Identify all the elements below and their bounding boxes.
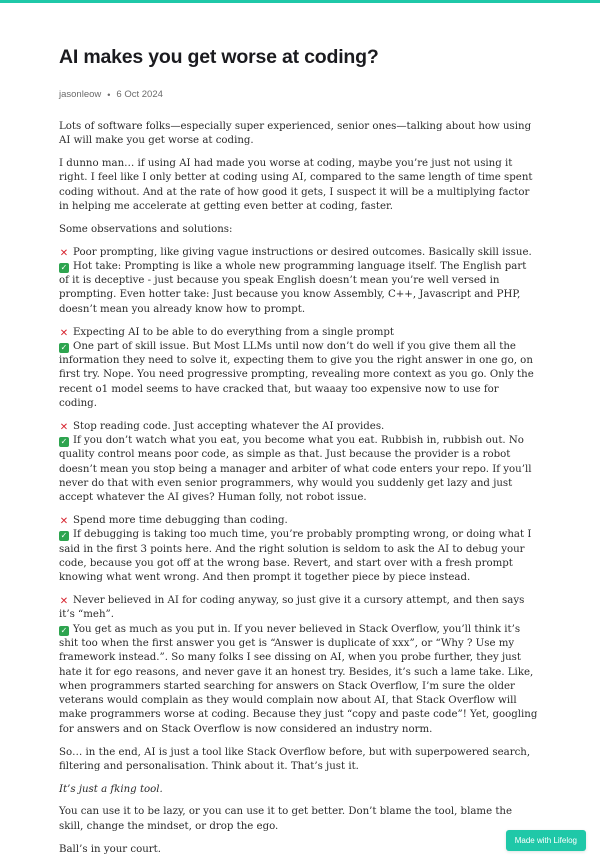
observation-item [59, 514, 539, 585]
article-meta [59, 89, 539, 100]
cross-mark-icon: ✕ [59, 327, 69, 339]
observation-solution: Hot take: Prompting is like a whole new programming language itself. The English part of it is deceptive - just because you speak English doesn’t mean you’re well versed in prompting. Even hotter take: Just because you know Assembly, C++, Javascript and PHP, doesn’t mean you already know how to prompt. [59, 260, 527, 315]
observation-solution: One part of skill issue. But Most LLMs until now don’t do well if you give them all the information they need to solve it, expecting them to give you the right answer in one go, on first try. Nope. You need progressive prompting, revealing more context as you go. Only the recent o1 model seems to have cracked that, but waaay too expensive now to use for coding. [59, 340, 534, 410]
observation-item [59, 594, 539, 737]
article [59, 46, 539, 865]
cross-mark-icon: ✕ [59, 596, 69, 608]
publish-date: 6 Oct 2024 [116, 89, 163, 100]
check-mark-icon: ✓ [60, 262, 68, 272]
check-mark-icon: ✓ [60, 437, 68, 447]
observation-problem: Spend more time debugging than coding. [73, 515, 288, 527]
cross-mark-icon: ✕ [59, 247, 69, 259]
made-with-lifelog-badge[interactable]: Made with Lifelog [506, 830, 586, 851]
cross-mark-icon: ✕ [59, 421, 69, 433]
intro-paragraph: Some observations and solutions: [59, 223, 233, 235]
intro-paragraph: Lots of software folks—especially super experienced, senior ones—talking about how using AI will make you get worse at coding. [59, 121, 532, 147]
observation-item [59, 326, 539, 412]
observation-item [59, 420, 539, 506]
author-name[interactable]: jasonleow [59, 89, 102, 100]
observation-problem: Poor prompting, like giving vague instructions or desired outcomes. Basically skill issue. [73, 246, 532, 258]
observation-item [59, 246, 539, 317]
meta-separator: • [107, 89, 111, 100]
intro-paragraph: I dunno man… if using AI had made you worse at coding, maybe you’re just not using it right. I feel like I only better at coding using AI, compared to the same length of time spent coding without. And at the rate of how good it gets, I suspect it will be a multiplying factor in helping me accelerate at getting even better at coding, faster. [59, 158, 533, 212]
check-mark-icon: ✓ [60, 625, 68, 635]
observation-problem: Stop reading code. Just accepting whatever the AI provides. [73, 420, 385, 432]
cross-mark-icon: ✕ [59, 516, 69, 528]
signoff-line: Ball’s in your court. [59, 843, 161, 855]
article-body [59, 120, 539, 857]
conclusion-paragraph: So… in the end, AI is just a tool like Stack Overflow before, but with superpowered search, filtering and personalisation. Think about it. That’s just it. [59, 746, 531, 772]
check-mark-icon: ✓ [60, 342, 68, 352]
closing-paragraph: You can use it to be lazy, or you can use it to get better. Don’t blame the tool, blame the skill, change the mindset, or drop the ego. [59, 806, 513, 832]
observation-problem: Never believed in AI for coding anyway, so just give it a cursory attempt, and then says it’s “meh”. [59, 595, 525, 621]
observation-solution: If you don’t watch what you eat, you become what you eat. Rubbish in, rubbish out. No quality control means poor code, as simple as that. Just because the provider is a robot doesn’t mean you stop being a manager and arbiter of what code enters your repo. If you’ll never do that with even senior programmers, why would you suddenly get lazy and just accept whatever the AI gives? Human folly, not robot issue. [59, 435, 532, 504]
observation-solution: If debugging is taking too much time, you’re probably prompting wrong, or doing what I said in the first 3 points here. And the right solution is seldom to ask the AI to debug your code, because you got off at the wrong base. Revert, and start over with a fresh prompt knowing what went wrong. And then prompt it together piece by piece instead. [59, 529, 532, 584]
page-title: AI makes you get worse at coding? [59, 46, 379, 68]
top-accent-bar [0, 0, 600, 3]
check-mark-icon: ✓ [60, 531, 68, 541]
emphasis-line: It’s just a fking tool. [59, 783, 163, 795]
observation-solution: You get as much as you put in. If you never believed in Stack Overflow, you’ll think it’s shit too when the first answer you get is “Answer is duplicate of xxx”, or “Why ? Use my framework instead.”. So many folks I see dissing on AI, when you probe further, they just hate it for ego reasons, and never gave it an honest try. Besides, it’s such a lame take. Like, when programmers started searching for answers on Stack Overflow, I’m sure the older veterans would complain as they would complain now about AI, that Stack Overflow will make programmers worse at coding. Because they just “copy and paste code”! Yet, googling for answers and on Stack Overflow is now considered an industry norm. [59, 623, 538, 735]
observation-problem: Expecting AI to be able to do everything from a single prompt [73, 326, 395, 338]
